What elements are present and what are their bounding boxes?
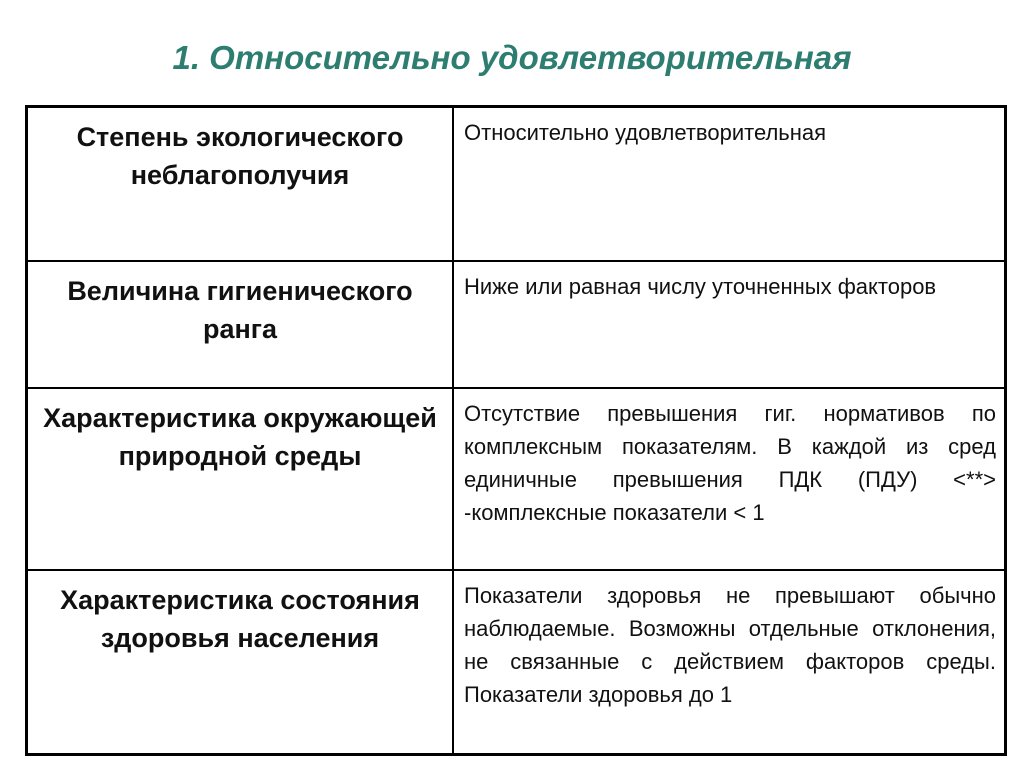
criteria-table [25,105,1007,756]
row-value: Ниже или равная числу уточненных факторов [453,261,1006,388]
row-label: Характеристика состояния здоровья населения [27,570,454,755]
row-value: Показатели здоровья не превышают обычно наблюдаемые. Возможны отдельные отклонения, не связанные с действием факторов среды. Показатели здоровья до 1 [453,570,1006,755]
table-row [27,570,1006,755]
row-value: Относительно удовлетворительная [453,107,1006,261]
table-row [27,261,1006,388]
table-row [27,107,1006,261]
row-label: Величина гигиенического ранга [27,261,454,388]
row-label: Степень экологического неблагополучия [27,107,454,261]
row-value: Отсутствие превышения гиг. нормативов по комплексным показателям. В каждой из сред единичные превышения ПДК (ПДУ) <**> -комплексные показатели < 1 [453,388,1006,570]
row-label: Характеристика окружающей природной среды [27,388,454,570]
table-row [27,388,1006,570]
slide-title: 1. Относительно удовлетворительная [172,39,852,76]
